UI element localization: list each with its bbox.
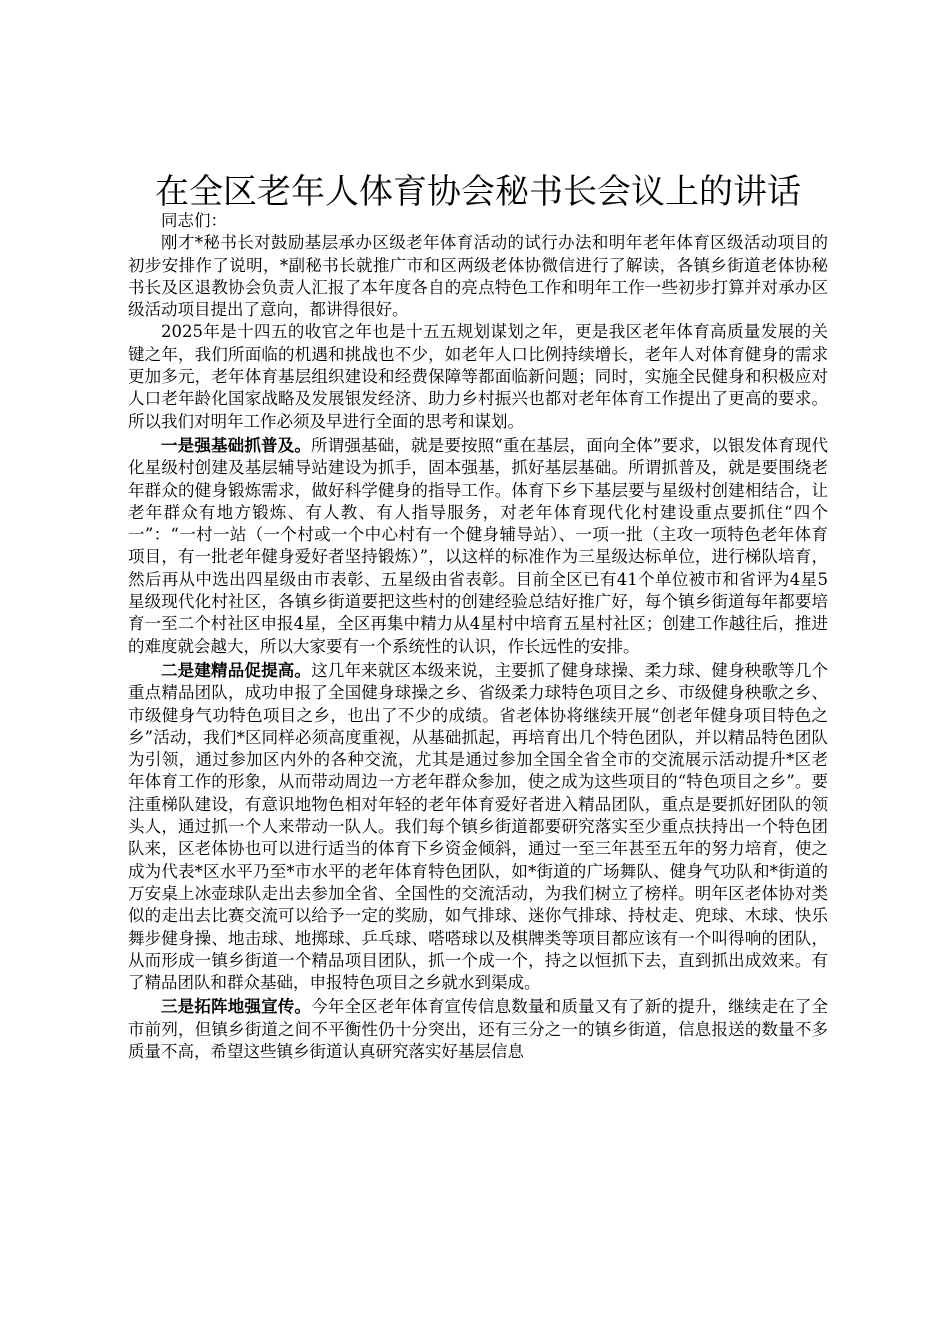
- paragraph-text: 所谓强基础，就是要按照“重在基层，面向全体”要求，以银发体育现代化星级村创建及基层辅导站建设为抓手，固本强基，抓好基层基础。所谓抓普及，就是要围绕老年群众的健身锻炼需求，做好科学健身的指导工作。体育下乡下基层要与星级村创建相结合，让老年群众有地方锻炼、有人教、有人指导服务，对老年体育现代化村建设重点要抓住“四个一”：“一村一站（一个村或一个中心村有一个健身辅导站）、一项一批（主攻一项特色老年体育项目，有一批老年健身爱好者坚持锻炼）”，以这样的标准作为三星级达标单位，进行梯队培育，然后再从中选出四星级由市表彰、五星级由省表彰。目前全区已有41个单位被市和省评为4星5星级现代化村社区，各镇乡街道要把这些村的创建经验总结好推广好，每个镇乡街道每年都要培育一至二个村社区申报4星，全区再集中精力从4星村中培育五星村社区；创建工作越往后，推进的难度就会越大，所以大家要有一个系统性的认识，作长远性的安排。: [128, 435, 829, 656]
- paragraph-2025: [128, 321, 828, 432]
- paragraph-text: 刚才*秘书长对鼓励基层承办区级老年体育活动的试行办法和明年老年体育区级活动项目的初步安排作了说明，*副秘书长就推广市和区两级老体协微信进行了解读，各镇乡街道老体协秘书长及区退教协会负责人汇报了本年度各自的亮点特色工作和明年工作一些初步打算并对承办区级活动项目提出了意向，都讲得很好。: [128, 233, 828, 320]
- salutation: 同志们：: [161, 211, 227, 230]
- paragraph-lead: 一是强基础抓普及。: [161, 435, 311, 455]
- paragraph-point-two: [128, 660, 828, 994]
- paragraph-text: 2025年是十四五的收官之年也是十五五规划谋划之年，更是我区老年体育高质量发展的关键之年，我们所面临的机遇和挑战也不少，如老年人口比例持续增长，老年人对体育健身的需求更加多元，老年体育基层组织建设和经费保障等都面临新问题；同时，实施全民健身和积极应对人口老年龄化国家战略及发展银发经济、助力乡村振兴也都对老年体育工作提出了更高的要求。所以我们对明年工作必须及早进行全面的思考和谋划。: [128, 322, 828, 431]
- paragraph-lead: 二是建精品促提高。: [161, 660, 312, 680]
- paragraph-text: 这几年来就区本级来说，主要抓了健身球操、柔力球、健身秧歌等几个重点精品团队，成功申报了全国健身球操之乡、省级柔力球特色项目之乡、市级健身秧歌之乡、市级健身气功特色项目之乡，也出了不少的成绩。省老体协将继续开展“创老年健身项目特色之乡”活动，我们*区同样必须高度重视，从基础抓起，再培育出几个特色团队，并以精品特色团队为引领，通过参加区内外的各种交流，尤其是通过参加全国全省全市的交流展示活动提升*区老年体育工作的形象，从而带动周边一方老年群众参加，使之成为这些项目的“特色项目之乡”。要注重梯队建设，有意识地物色相对年轻的老年体育爱好者进入精品团队，重点是要抓好团队的领头人，通过抓一个人来带动一队人。我们每个镇乡街道都要研究落实至少重点扶持出一个特色团队来，区老体协也可以进行适当的体育下乡资金倾斜，通过一至三年甚至五年的努力培育，使之成为代表*区水平乃至*市水平的老年体育特色团队，如*街道的广场舞队、健身气功队和*街道的万安桌上冰壶球队走出去参加全省、全国性的交流活动，为我们树立了榜样。明年区老体协对类似的走出去比赛交流可以给予一定的奖励，如气排球、迷你气排球、持杖走、兜球、木球、快乐舞步健身操、地击球、地掷球、乒乓球、嗒嗒球以及棋牌类等项目都应该有一个叫得响的团队，从而形成一镇乡街道一个精品项目团队，抓一个成一个，持之以恒抓下去，直到抓出成效来。有了精品团队和群众基础，申报特色项目之乡就水到渠成。: [128, 660, 829, 993]
- paragraph-text: 今年全区老年体育宣传信息数量和质量又有了新的提升，继续走在了全市前列，但镇乡街道之间不平衡性仍十分突出，还有三分之一的镇乡街道，信息报送的数量不多质量不高，希望这些镇乡街道认真研究落实好基层信息: [128, 997, 829, 1061]
- paragraph-opening: [128, 232, 828, 321]
- document-title: 在全区老年人体育协会秘书长会议上的讲话: [155, 172, 801, 212]
- document-page: [128, 170, 828, 1063]
- paragraph-lead: 三是拓阵地强宣传。: [161, 997, 312, 1017]
- paragraph-point-one: [128, 435, 828, 658]
- paragraph-point-three: [128, 996, 828, 1063]
